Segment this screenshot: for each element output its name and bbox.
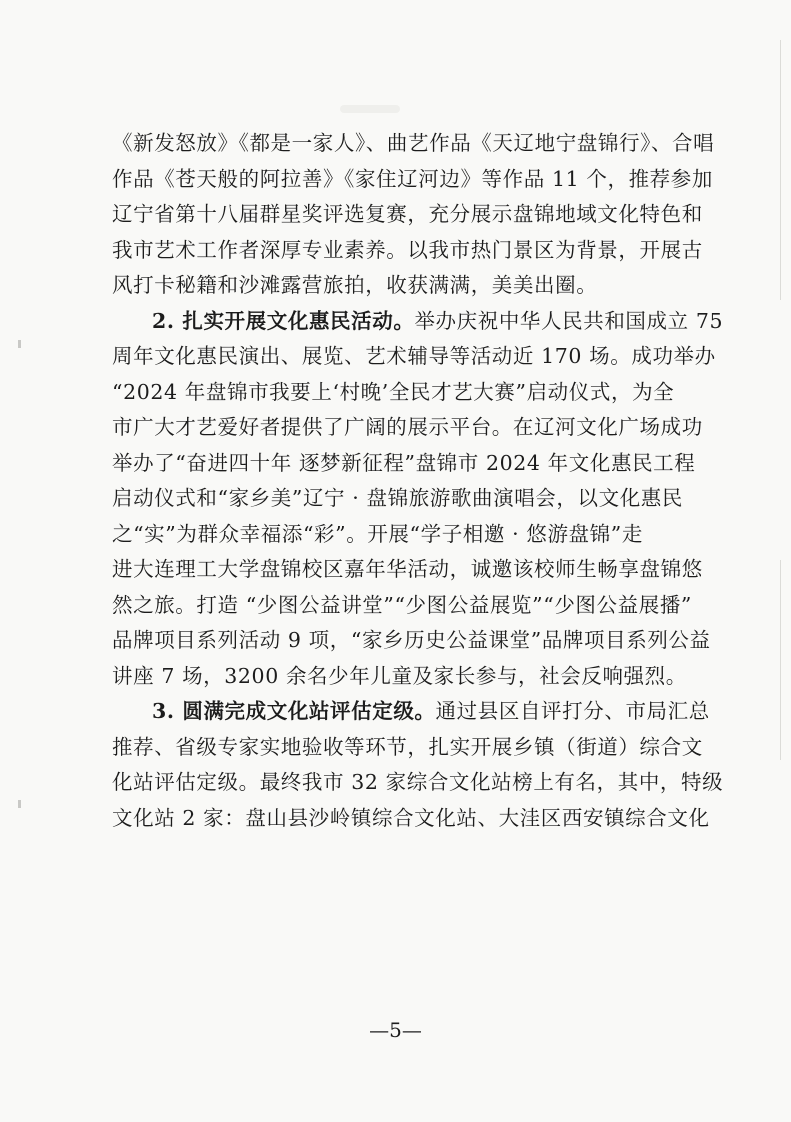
paragraph-line: 文化站 2 家：盘山县沙岭镇综合文化站、大洼区西安镇综合文化 [112, 805, 710, 830]
paragraph-line: 举办了“奋进四十年 逐梦新征程”盘锦市 2024 年文化惠民工程 [112, 450, 696, 475]
body-text [112, 126, 724, 836]
paragraph-line: 然之旅。打造 “少图公益讲堂”“少图公益展览”“少图公益展播” [112, 592, 692, 617]
paragraph-line: 进大连理工大学盘锦校区嘉年华活动，诚邀该校师生畅享盘锦悠 [112, 557, 703, 581]
section3-heading: 3. 圆满完成文化站评估定级。 [152, 699, 436, 723]
section3-first-line-text: 通过县区自评打分、市局汇总 [435, 699, 710, 723]
paragraph-line: 风打卡秘籍和沙滩露营旅拍，收获满满，美美出圈。 [112, 273, 598, 297]
paragraph-line: 品牌项目系列活动 9 项，“家乡历史公益课堂”品牌项目系列公益 [112, 628, 711, 652]
paragraph-line: 推荐、省级专家实地验收等环节，扎实开展乡镇（街道）综合文 [112, 734, 703, 759]
paragraph-line: 辽宁省第十八届群星奖评选复赛，充分展示盘锦地域文化特色和 [112, 202, 703, 226]
paragraph-line: 我市艺术工作者深厚专业素养。以我市热门景区为背景，开展古 [112, 237, 703, 262]
paragraph-line: 启动仪式和“家乡美”辽宁 · 盘锦旅游歌曲演唱会，以文化惠民 [112, 486, 684, 510]
paragraph-line: 《新发怒放》《都是一家人》、曲艺作品《天辽地宁盘锦行》、合唱 [112, 131, 715, 155]
margin-tick [18, 800, 21, 808]
scan-edge-line [780, 560, 781, 760]
scan-artifact [340, 105, 400, 113]
paragraph-line: 化站评估定级。最终我市 32 家综合文化站榜上有名，其中，特级 [112, 770, 724, 794]
scan-edge-line [780, 40, 781, 300]
page-number: —5— [369, 1018, 422, 1042]
paragraph-line: 之“实”为群众幸福添“彩”。开展“学子相邀 · 悠游盘锦”走 [112, 521, 643, 546]
paragraph-line: 市广大才艺爱好者提供了广阔的展示平台。在辽河文化广场成功 [112, 415, 703, 439]
paragraph-line: 周年文化惠民演出、展览、艺术辅导等活动近 170 场。成功举办 [112, 344, 716, 368]
section2-first-line [112, 304, 724, 340]
paragraph-line: 作品《苍天般的阿拉善》《家住辽河边》等作品 11 个，推荐参加 [112, 166, 713, 191]
paragraph-line: 讲座 7 场，3200 余名少年儿童及家长参与，社会反响强烈。 [112, 663, 687, 688]
margin-tick [18, 340, 21, 348]
section3-first-line [112, 694, 710, 730]
paragraph-line: “2024 年盘锦市我要上‘村晚’全民才艺大赛”启动仪式，为全 [112, 379, 675, 404]
section2-heading: 2. 扎实开展文化惠民活动。 [152, 308, 415, 333]
section2-first-line-text: 举办庆祝中华人民共和国成立 75 [414, 308, 724, 333]
